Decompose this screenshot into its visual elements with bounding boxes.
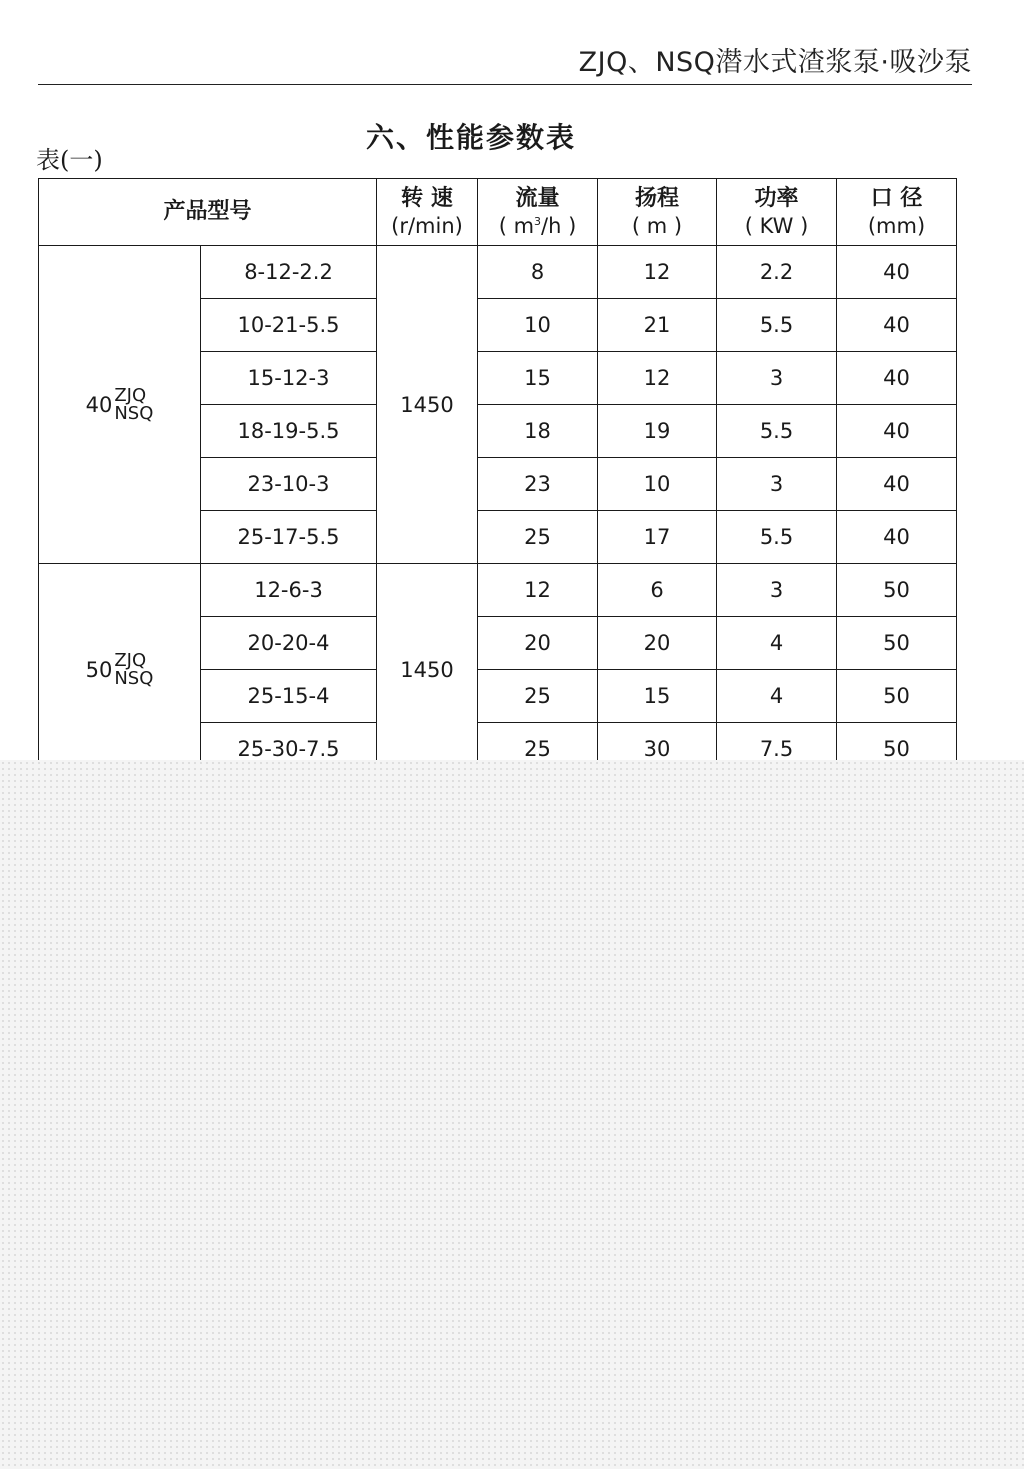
flow-cell: 15 bbox=[478, 352, 598, 405]
model-cell: 25-17-5.5 bbox=[201, 511, 377, 564]
flow-cell: 12 bbox=[478, 564, 598, 617]
header-flow: 流量 ( $m^3/h$ ) bbox=[478, 179, 598, 246]
diameter-cell: 50 bbox=[837, 723, 957, 761]
flow-cell: 25 bbox=[478, 670, 598, 723]
model-cell: 8-12-2.2 bbox=[201, 246, 377, 299]
model-cell: 12-6-3 bbox=[201, 564, 377, 617]
diameter-cell: 40 bbox=[837, 299, 957, 352]
diameter-cell: 40 bbox=[837, 246, 957, 299]
head-cell: 21 bbox=[598, 299, 717, 352]
head-cell: 12 bbox=[598, 352, 717, 405]
header-diameter: 口 径 (mm) bbox=[837, 179, 957, 246]
flow-cell: 25 bbox=[478, 723, 598, 761]
flow-cell: 20 bbox=[478, 617, 598, 670]
group-label-cell bbox=[39, 564, 201, 761]
power-cell: 5.5 bbox=[717, 299, 837, 352]
diameter-cell: 40 bbox=[837, 458, 957, 511]
flow-cell: 25 bbox=[478, 511, 598, 564]
head-cell: 30 bbox=[598, 723, 717, 761]
power-cell: 5.5 bbox=[717, 511, 837, 564]
header-power: 功率 ( KW ) bbox=[717, 179, 837, 246]
model-cell: 15-12-3 bbox=[201, 352, 377, 405]
table-row bbox=[39, 246, 957, 299]
model-cell: 10-21-5.5 bbox=[201, 299, 377, 352]
speed-cell: 1450 bbox=[377, 246, 478, 564]
group-type: NSQ bbox=[114, 402, 154, 424]
flow-cell: 8 bbox=[478, 246, 598, 299]
power-cell: 4 bbox=[717, 617, 837, 670]
head-cell: 10 bbox=[598, 458, 717, 511]
speed-cell: 1450 bbox=[377, 564, 478, 761]
head-cell: 19 bbox=[598, 405, 717, 458]
power-cell: 4 bbox=[717, 670, 837, 723]
group-label bbox=[85, 649, 154, 689]
power-cell: 3 bbox=[717, 352, 837, 405]
diameter-cell: 40 bbox=[837, 352, 957, 405]
group-size: 40 bbox=[85, 392, 113, 417]
group-label bbox=[85, 384, 154, 424]
group-label-cell bbox=[39, 246, 201, 564]
diameter-cell: 50 bbox=[837, 670, 957, 723]
group-type: ZJQ bbox=[114, 384, 147, 406]
flow-cell: 18 bbox=[478, 405, 598, 458]
flow-cell: 10 bbox=[478, 299, 598, 352]
power-cell: 5.5 bbox=[717, 405, 837, 458]
header-speed: 转 速 (r/min) bbox=[377, 179, 478, 246]
header-divider bbox=[38, 84, 972, 85]
model-cell: 20-20-4 bbox=[201, 617, 377, 670]
power-cell: 3 bbox=[717, 458, 837, 511]
model-cell: 23-10-3 bbox=[201, 458, 377, 511]
head-cell: 20 bbox=[598, 617, 717, 670]
power-cell: 7.5 bbox=[717, 723, 837, 761]
head-cell: 12 bbox=[598, 246, 717, 299]
header-model: 产品型号 bbox=[39, 179, 377, 246]
model-cell: 25-15-4 bbox=[201, 670, 377, 723]
flow-unit: ( $m^3/h$ ) bbox=[498, 213, 577, 238]
diameter-cell: 50 bbox=[837, 564, 957, 617]
group-size: 50 bbox=[85, 657, 113, 682]
table-body bbox=[39, 246, 957, 761]
table-header-row bbox=[39, 179, 957, 246]
head-cell: 15 bbox=[598, 670, 717, 723]
flow-cell: 23 bbox=[478, 458, 598, 511]
diameter-cell: 40 bbox=[837, 511, 957, 564]
head-cell: 17 bbox=[598, 511, 717, 564]
group-types bbox=[114, 384, 154, 424]
table-label: 表(一) bbox=[36, 146, 103, 174]
performance-table bbox=[38, 178, 957, 760]
group-type: ZJQ bbox=[114, 649, 147, 671]
power-cell: 2.2 bbox=[717, 246, 837, 299]
diameter-cell: 50 bbox=[837, 617, 957, 670]
section-title: 六、性能参数表 bbox=[366, 121, 577, 154]
model-cell: 25-30-7.5 bbox=[201, 723, 377, 761]
head-cell: 6 bbox=[598, 564, 717, 617]
power-cell: 3 bbox=[717, 564, 837, 617]
header-head: 扬程 ( m ) bbox=[598, 179, 717, 246]
group-type: NSQ bbox=[114, 667, 154, 689]
diameter-cell: 40 bbox=[837, 405, 957, 458]
blank-page-area bbox=[0, 760, 1024, 1469]
header-title: ZJQ、NSQ潜水式渣浆泵·吸沙泵 bbox=[578, 47, 972, 78]
model-cell: 18-19-5.5 bbox=[201, 405, 377, 458]
group-types bbox=[114, 649, 154, 689]
table-row bbox=[39, 564, 957, 617]
